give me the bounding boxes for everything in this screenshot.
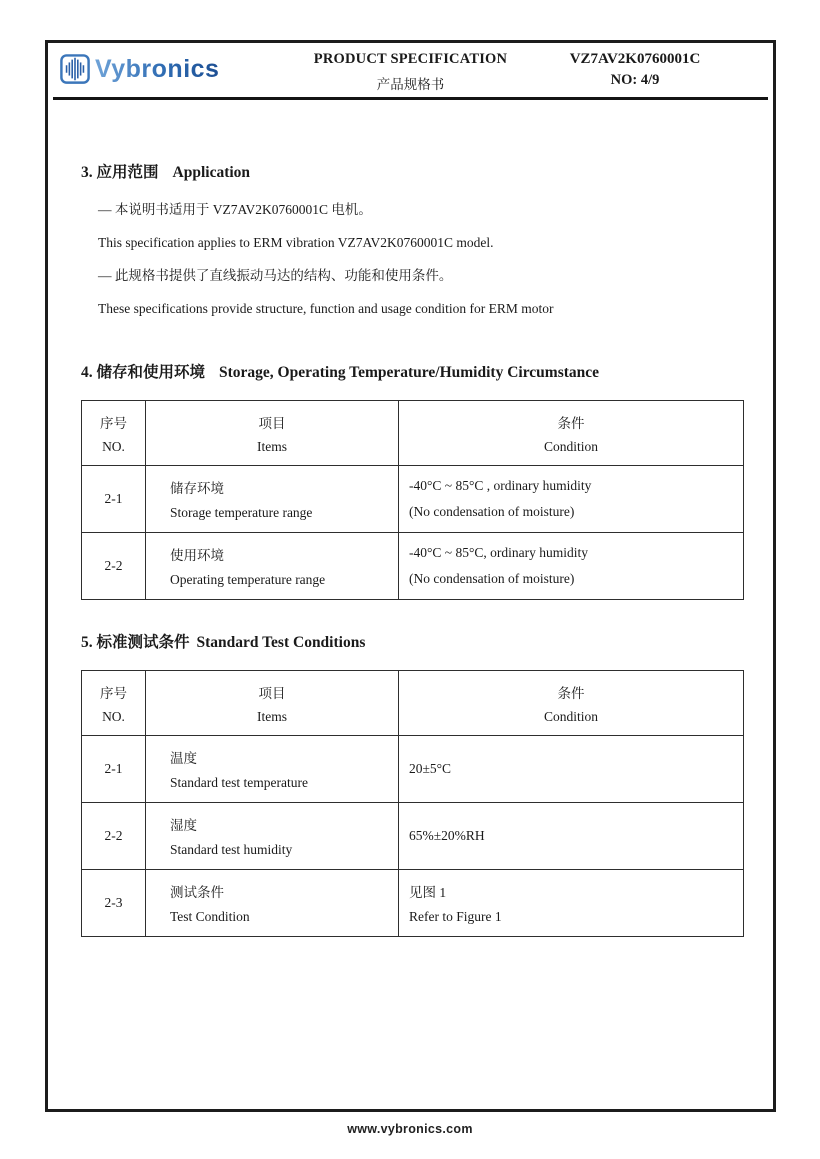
application-line: — 本说明书适用于 VZ7AV2K0760001C 电机。 bbox=[98, 202, 372, 217]
row-condition bbox=[399, 870, 744, 937]
row-item bbox=[146, 803, 399, 870]
col-items-en: Items bbox=[257, 438, 287, 454]
col-no-en: NO. bbox=[102, 438, 125, 454]
item-zh: 湿度 bbox=[170, 818, 197, 833]
item-zh: 温度 bbox=[170, 751, 197, 766]
item-zh: 使用环境 bbox=[170, 548, 224, 563]
header-doc-info bbox=[525, 51, 745, 89]
heading-zh: 3. 应用范围 bbox=[81, 164, 159, 181]
condition-line1: -40°C ~ 85°C , ordinary humidity bbox=[409, 478, 592, 493]
table-row bbox=[82, 870, 744, 937]
col-cond-en: Condition bbox=[543, 438, 598, 454]
row-condition bbox=[399, 803, 744, 870]
condition-line1: 20±5°C bbox=[409, 761, 452, 776]
col-no-zh: 序号 bbox=[100, 415, 127, 431]
row-no: 2-1 bbox=[82, 466, 146, 533]
waveform-logo-icon bbox=[60, 54, 90, 84]
row-condition bbox=[399, 466, 744, 533]
item-zh: 测试条件 bbox=[170, 885, 224, 900]
title-chinese: 产品规格书 bbox=[376, 77, 445, 92]
col-cond-header bbox=[399, 401, 744, 466]
heading-en: Storage, Operating Temperature/Humidity Circumstance bbox=[219, 364, 600, 381]
row-item bbox=[146, 736, 399, 803]
col-items-zh: 项目 bbox=[258, 415, 286, 431]
table-row bbox=[82, 533, 744, 600]
row-item bbox=[146, 466, 399, 533]
application-line: This specification applies to ERM vibration VZ7AV2K0760001C model. bbox=[98, 235, 494, 250]
storage-table bbox=[81, 400, 744, 600]
application-line: — 此规格书提供了直线振动马达的结构、功能和使用条件。 bbox=[98, 268, 453, 283]
table-row bbox=[82, 803, 744, 870]
logo-text: Vybronics bbox=[95, 54, 220, 83]
row-item bbox=[146, 533, 399, 600]
row-condition bbox=[399, 533, 744, 600]
row-item bbox=[146, 870, 399, 937]
footer bbox=[0, 1120, 820, 1138]
section-test-conditions-heading bbox=[81, 630, 740, 652]
title-english: PRODUCT SPECIFICATION bbox=[313, 51, 508, 67]
item-en: Test Condition bbox=[170, 909, 250, 924]
table-row bbox=[82, 466, 744, 533]
col-items-header bbox=[146, 401, 399, 466]
col-items-zh: 项目 bbox=[258, 685, 286, 701]
item-en: Standard test humidity bbox=[170, 842, 293, 857]
table-row bbox=[82, 736, 744, 803]
table-header-row bbox=[82, 401, 744, 466]
page-frame bbox=[45, 40, 776, 1112]
row-condition bbox=[399, 736, 744, 803]
row-no: 2-3 bbox=[82, 870, 146, 937]
page-number: NO: 4/9 bbox=[610, 72, 660, 88]
test-conditions-table bbox=[81, 670, 744, 937]
condition-line1: -40°C ~ 85°C, ordinary humidity bbox=[409, 545, 588, 560]
model-number: VZ7AV2K0760001C bbox=[569, 51, 701, 67]
item-zh: 储存环境 bbox=[170, 481, 224, 496]
col-cond-zh: 条件 bbox=[557, 685, 585, 701]
col-no-header bbox=[82, 671, 146, 736]
condition-line2: (No condensation of moisture) bbox=[409, 504, 575, 519]
condition-line1: 见图 1 bbox=[409, 885, 447, 900]
condition-line1: 65%±20%RH bbox=[409, 828, 485, 843]
col-cond-header bbox=[399, 671, 744, 736]
section-application-heading bbox=[81, 160, 740, 182]
row-no: 2-2 bbox=[82, 803, 146, 870]
application-line: These specifications provide structure, function and usage condition for ERM motor bbox=[98, 301, 554, 316]
col-cond-en: Condition bbox=[543, 708, 598, 724]
document-header bbox=[48, 43, 773, 97]
condition-line2: (No condensation of moisture) bbox=[409, 571, 575, 586]
col-no-header bbox=[82, 401, 146, 466]
condition-line2: Refer to Figure 1 bbox=[409, 909, 502, 924]
section-storage-heading bbox=[81, 360, 740, 382]
heading-en: Standard Test Conditions bbox=[196, 634, 366, 651]
footer-website: www.vybronics.com bbox=[347, 1122, 473, 1136]
item-en: Standard test temperature bbox=[170, 775, 308, 790]
vybronics-logo bbox=[60, 54, 219, 84]
heading-zh: 4. 储存和使用环境 bbox=[81, 364, 206, 381]
page-content bbox=[48, 100, 773, 937]
col-no-en: NO. bbox=[102, 708, 125, 724]
table-header-row bbox=[82, 671, 744, 736]
item-en: Operating temperature range bbox=[170, 572, 326, 587]
heading-zh: 5. 标准测试条件 bbox=[81, 634, 190, 651]
col-items-header bbox=[146, 671, 399, 736]
col-no-zh: 序号 bbox=[100, 685, 127, 701]
col-items-en: Items bbox=[257, 708, 287, 724]
heading-en: Application bbox=[172, 164, 251, 181]
col-cond-zh: 条件 bbox=[557, 415, 585, 431]
row-no: 2-1 bbox=[82, 736, 146, 803]
document-title bbox=[314, 51, 507, 93]
row-no: 2-2 bbox=[82, 533, 146, 600]
item-en: Storage temperature range bbox=[170, 505, 313, 520]
